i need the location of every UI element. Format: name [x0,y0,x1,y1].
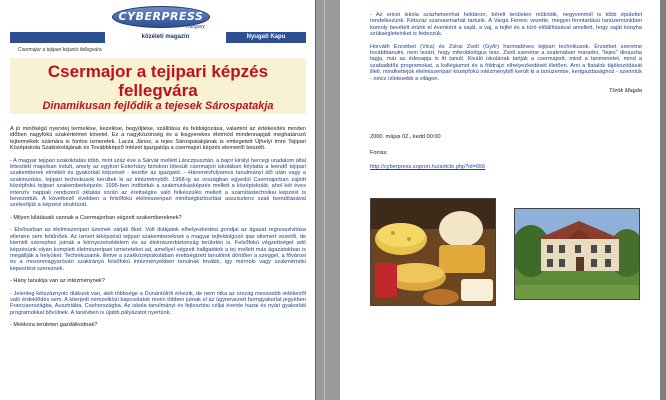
author-signature: Török Magda [609,88,642,95]
region-label: Nyugati Kapu [226,32,306,43]
lead-paragraph: A jó minőségű nyerstej termelése, kezelése, begyűjtése, szállítása és feldolgozása, valamint az értékesítés minden időben nagyfokú szakértelmet követel. Ez a nagyközönség és a kisgyerekes életmód mindennapjait meghatározó tejtermékek számára is fontos ismeretek. Lacza János, a tejes Sárospatakjának is emlegetett Újhelyi Imre Tejipari Középiskola Szakiskolájának és Továbbképző Intézet igazgatója a csermajori képzés elemeiről beszélt. [10,126,306,152]
school-building-photo [514,208,640,300]
masthead [10,6,306,54]
interview-question: - Hány tanulója van az intézménynek? [10,278,105,285]
article-page-right [340,0,660,400]
article-title: Csermajor a tejipari képzés fellegvára [47,62,269,100]
publish-date: 2000. május 02., kedd 00:00 [370,134,441,140]
section-label: közéleti magazin [107,32,224,43]
interview-question: - Mekkora területen gazdálkodnak? [10,322,98,329]
body-paragraph: - Az ericei iskola százhetvenhat hektáron, bérelt területen működik, negyvenmél is több épülettel rendelkezünk. Kétszáz szarvasmarhát tartunk. A Varga Ferenc vezette, megyei fenntartású tanüzemünkben komoly bevételt érünk el évenként a saját, a vaj, a tejfel és a túró előállításával amellett, hogy saját konyha szükségleteinket is fedezzük. [370,12,642,38]
source-link[interactable]: http://cyberpress.sopron.hu/article.php?id=656 [370,164,486,170]
body-paragraph: - A magyar tejipari szakoktatás több, mint száz éve a Sárvár mellett Lánczpusztán, a bajor királyi hercegi uradalom által létesített majorban indult, amely az egykori Esterházy birtokon létesült csermajori iskolában folytatta a leendő tejipari szakemberek elméleti és gyakorlati képzését - kezdte az igazgató. - Háromévfolyamos tanulmányi idő után vagy a szakmunkás, tejipari technikusok kerültek ki az intézményből. 1968-ig az országban egyedül Csermajorban zajlott középfokú tejipari szakemberképzés. 1995-ben indítottuk a szakmunkásképzés mellett a középiskolát, ahol két éves intenzív nappali rendszerű oktatás során az érettségire való felkészülés mellett a számítástechnikai képzést is bevezettük. A következő években a felsőfokú élelmiszeripari minőségbiztosítási asszisztens szak beindításával szélesítjük a képzési struktúrát. [10,157,306,209]
dairy-products-photo [370,198,496,306]
body-paragraph: - Jelenleg kétszáznyolc diákunk van, akik többsége a Dunántúlról érkezik, de nem ritka az ország messzebb vidékeiről való érdeklődés sem. A kiterjedt nemzetközi kapcsolatok révén többen jutnak el az úgynevezett farmgyakorlat jegyében Franciaországba, Ausztriába, Csehországba. Az iskola tanulmányi és fejlesztési céljai évente hazai és nyári gyakorlati programokkal bővülnek. A tanévben is újabb pályázatot nyertünk. [10,290,306,316]
page-gutter [316,0,340,400]
article-body-right [370,12,642,94]
body-paragraph: - Elsősorban az élelmiszeripari üzemek várják őket. Volt diákjaink elhelyezkedési gondjai az ágazat regresszivitása ellenére sem feltűnőek. Az ismert kiképzésű tejipari szakembereknek a magyar tejfeldolgozó ipar elismert vezetői, de kiemelt szerephez jutnak a környezetvédelem és az élelmiszerbiztonság területén is. Felsőfokú végzettséget adó képzésünk olyan komplett élelmiszeripari ismereteket ad, amellyel végzett hallgatóink a tej mellett más ágazatokban is megállják a helyüket. Technikusaink, illetve a szakközépiskolában érettségizett tanulóink döntően a szeggel, a fővárosi és a mosonmagyaróvári szakirányú felsőfokú intézményekben tanulnak tovább, így mérnöki vagy szakmérnöki képesítést szereznek. [10,227,306,272]
window-scrollbar[interactable] [660,0,666,400]
interview-question: - Milyen kilátásaik vannak a Csermajorban végzett szakembereknek? [10,214,182,221]
body-paragraph: Horváth Erzsébet (Vica) és Zsirai Zsolt (Győr) harmadéves tejipari technikusok. Érzsébet szeretne továbbtanulni, nem lezárt, hogy mikrobiológus lesz. Zsolt szeretne a szakmában maradni, "tejes" dinasztia tagja, már az édesapja is itt tanult. Kiváló iskolának tartják a csermajorit, mind a tanmenetet, mind a szabadidős programokat, a kollégiumot és a földrajzi elhelyezkedését illetően. Ami a fiatalok tájékozódását illeti, mindkettejük élelmiszeripari középfokú intézményből került ki a tanüzembe, kertgazdasághoz - szerintük - nincs ízletesebb a világon. [370,43,642,82]
article-subtitle: Dinamikusan fejlődik a tejesek Sárospatakja [42,100,274,112]
masthead-bar-left [10,32,105,43]
article-page-left [0,0,316,400]
article-headline [10,58,306,114]
breadcrumb: Csermajor a tejipari képzés fellegvára [18,47,102,53]
article-body-left [10,126,306,335]
logo-subtitle: Hungary [186,24,205,30]
logo-text: CYBERPRESS [118,10,204,23]
source-label: Forrás: [370,150,388,156]
